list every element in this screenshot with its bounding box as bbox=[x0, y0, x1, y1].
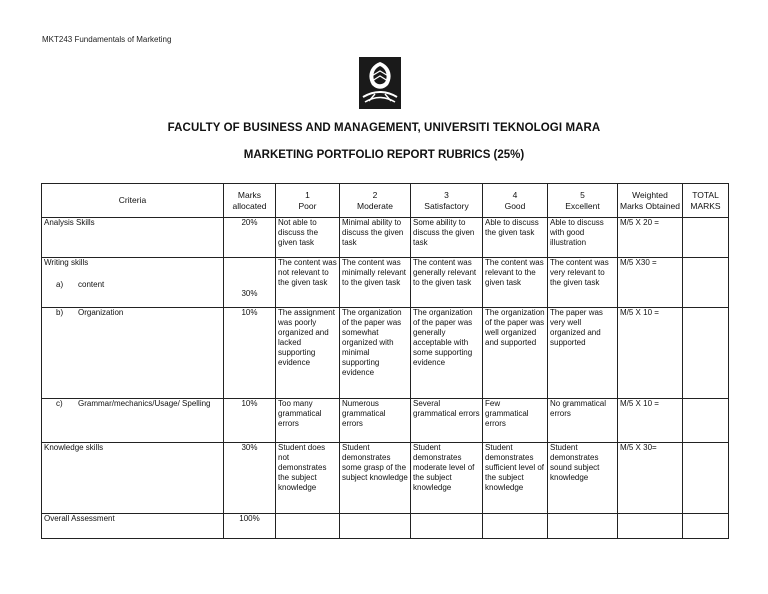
total-cell[interactable] bbox=[683, 308, 729, 399]
poor-cell[interactable] bbox=[276, 514, 340, 539]
criteria-cell bbox=[42, 399, 224, 443]
score-label: Poor bbox=[298, 200, 317, 211]
satisfactory-cell: The content was generally relevant to the given task bbox=[411, 258, 483, 308]
table-row-writing-content bbox=[42, 258, 729, 308]
good-cell: The organization of the paper was well organized and supported bbox=[483, 308, 548, 399]
excellent-cell: The content was very relevant to the given task bbox=[548, 258, 618, 308]
satisfactory-cell[interactable] bbox=[411, 514, 483, 539]
satisfactory-cell: The organization of the paper was generally acceptable with some supporting evidence bbox=[411, 308, 483, 399]
criteria-group-label: Writing skills bbox=[44, 258, 89, 267]
excellent-cell: Student demonstrates sound subject knowledge bbox=[548, 443, 618, 514]
criteria-cell bbox=[42, 258, 224, 308]
faculty-title: FACULTY OF BUSINESS AND MANAGEMENT, UNIVERSITI TEKNOLOGI MARA bbox=[167, 122, 601, 134]
sub-criteria-number: b) bbox=[56, 308, 64, 317]
criteria-cell: Overall Assessment bbox=[42, 514, 224, 539]
table-row-analysis bbox=[42, 218, 729, 258]
weighted-cell[interactable] bbox=[618, 514, 683, 539]
poor-cell: Too many grammatical errors bbox=[276, 399, 340, 443]
good-cell: Able to discuss the given task bbox=[483, 218, 548, 258]
moderate-cell: Student demonstrates some grasp of the subject knowledge bbox=[340, 443, 411, 514]
weighted-cell: M/5 X 30= bbox=[618, 443, 683, 514]
moderate-cell: Numerous grammatical errors bbox=[340, 399, 411, 443]
score-label: Good bbox=[504, 200, 526, 211]
excellent-cell: The paper was very well organized and supported bbox=[548, 308, 618, 399]
header-score-1 bbox=[276, 184, 340, 218]
score-number: 3 bbox=[444, 189, 449, 200]
report-title: MARKETING PORTFOLIO REPORT RUBRICS (25%) bbox=[243, 149, 525, 161]
score-label: Excellent bbox=[565, 200, 600, 211]
poor-cell: Student does not demonstrates the subject knowledge bbox=[276, 443, 340, 514]
moderate-cell: The content was minimally relevant to the given task bbox=[340, 258, 411, 308]
total-cell[interactable] bbox=[683, 443, 729, 514]
table-row-knowledge bbox=[42, 443, 729, 514]
sub-criteria-label: Organization bbox=[78, 308, 124, 317]
good-cell[interactable] bbox=[483, 514, 548, 539]
header-score-4 bbox=[483, 184, 548, 218]
table-row-organization bbox=[42, 308, 729, 399]
weighted-cell: M/5 X 10 = bbox=[618, 308, 683, 399]
satisfactory-cell: Some ability to discuss the given task bbox=[411, 218, 483, 258]
sub-criteria bbox=[44, 280, 221, 290]
table-header-row bbox=[42, 184, 729, 218]
sub-criteria bbox=[44, 308, 221, 318]
moderate-cell: Minimal ability to discuss the given task bbox=[340, 218, 411, 258]
course-code-header: MKT243 Fundamentals of Marketing bbox=[42, 35, 172, 44]
moderate-cell[interactable] bbox=[340, 514, 411, 539]
score-number: 1 bbox=[305, 189, 310, 200]
header-total-marks: TOTAL MARKS bbox=[683, 184, 729, 218]
header-score-5 bbox=[548, 184, 618, 218]
criteria-cell: Analysis Skills bbox=[42, 218, 224, 258]
sub-criteria-number: a) bbox=[56, 280, 64, 289]
sub-criteria bbox=[44, 399, 221, 409]
excellent-cell: Able to discuss with good illustration bbox=[548, 218, 618, 258]
score-label: Satisfactory bbox=[424, 200, 469, 211]
marks-cell: 100% bbox=[224, 514, 276, 539]
marks-cell: 20% bbox=[224, 218, 276, 258]
header-criteria: Criteria bbox=[42, 184, 224, 218]
total-cell[interactable] bbox=[683, 399, 729, 443]
satisfactory-cell: Student demonstrates moderate level of the subject knowledge bbox=[411, 443, 483, 514]
university-crest-logo bbox=[359, 57, 401, 109]
score-label: Moderate bbox=[357, 200, 393, 211]
table-row-overall bbox=[42, 514, 729, 539]
poor-cell: Not able to discuss the given task bbox=[276, 218, 340, 258]
sub-criteria-label: content bbox=[78, 280, 105, 289]
criteria-cell bbox=[42, 308, 224, 399]
good-cell: The content was relevant to the given task bbox=[483, 258, 548, 308]
moderate-cell: The organization of the paper was somewhat organized with minimal supporting evidence bbox=[340, 308, 411, 399]
excellent-cell[interactable] bbox=[548, 514, 618, 539]
marks-cell: 10% bbox=[224, 308, 276, 399]
good-cell: Student demonstrates sufficient level of the subject knowledge bbox=[483, 443, 548, 514]
poor-cell: The content was not relevant to the given task bbox=[276, 258, 340, 308]
total-cell[interactable] bbox=[683, 218, 729, 258]
excellent-cell: No grammatical errors bbox=[548, 399, 618, 443]
score-number: 4 bbox=[512, 189, 518, 200]
sub-criteria-number: c) bbox=[56, 399, 63, 408]
header-weighted-marks: Weighted Marks Obtained bbox=[618, 184, 683, 218]
marks-cell: 30% bbox=[224, 443, 276, 514]
rubric-table bbox=[41, 183, 729, 539]
score-number: 5 bbox=[580, 189, 585, 200]
weighted-cell: M/5 X30 = bbox=[618, 258, 683, 308]
total-cell[interactable] bbox=[683, 514, 729, 539]
criteria-cell: Knowledge skills bbox=[42, 443, 224, 514]
weighted-cell: M/5 X 10 = bbox=[618, 399, 683, 443]
satisfactory-cell: Several grammatical errors bbox=[411, 399, 483, 443]
sub-criteria-label: Grammar/mechanics/Usage/ Spelling bbox=[78, 399, 211, 408]
total-cell[interactable] bbox=[683, 258, 729, 308]
poor-cell: The assignment was poorly organized and lacked supporting evidence bbox=[276, 308, 340, 399]
header-score-3 bbox=[411, 184, 483, 218]
table-row-grammar bbox=[42, 399, 729, 443]
good-cell: Few grammatical errors bbox=[483, 399, 548, 443]
marks-cell: 10% bbox=[224, 399, 276, 443]
score-number: 2 bbox=[372, 189, 378, 200]
header-score-2 bbox=[340, 184, 411, 218]
marks-cell: 30% bbox=[224, 258, 276, 308]
header-marks-allocated: Marks allocated bbox=[224, 184, 276, 218]
weighted-cell: M/5 X 20 = bbox=[618, 218, 683, 258]
